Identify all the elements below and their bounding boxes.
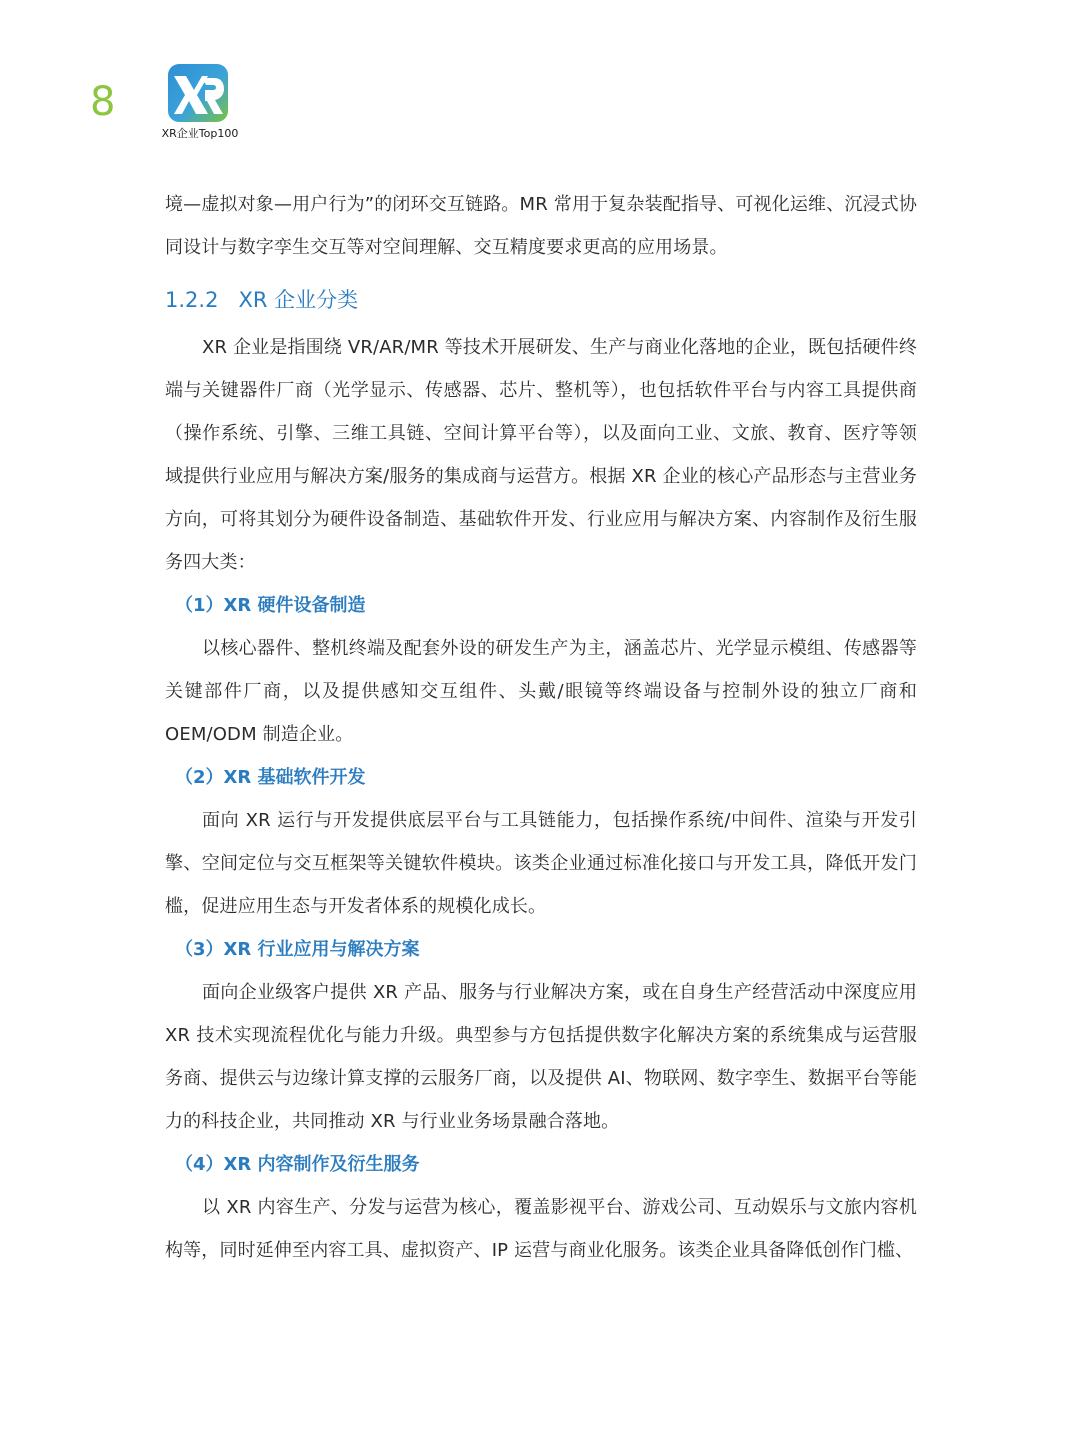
subsection-heading-solutions: （3）XR 行业应用与解决方案 <box>175 939 420 960</box>
subsection-body-solutions: 面向企业级客户提供 XR 产品、服务与行业解决方案，或在自身生产经营活动中深度应用 XR 技术实现流程优化与能力升级。典型参与方包括提供数字化解决方案的系统集成与运营服务商、提供云与边缘计算支撑的云服务厂商，以及提供 AI、物联网、数字孪生、数据平台等能力的科技企业，共同推动 XR 与行业业务场景融合落地。 <box>165 982 917 1132</box>
logo-text: XR企业Top100 <box>161 127 239 140</box>
page-number: 8 <box>90 79 116 125</box>
subsection-body-software: 面向 XR 运行与开发提供底层平台与工具链能力，包括操作系统/中间件、渲染与开发引擎、空间定位与交互框架等关键软件模块。该类企业通过标准化接口与开发工具，降低开发门槛，促进应用生态与开发者体系的规模化成长。 <box>165 810 917 917</box>
document-body <box>165 183 917 1272</box>
section-number: 1.2.2 <box>165 288 219 312</box>
xr-logo-icon <box>168 64 228 122</box>
subsection-body-hardware: 以核心器件、整机终端及配套外设的研发生产为主，涵盖芯片、光学显示模组、传感器等关键部件厂商，以及提供感知交互组件、头戴/眼镜等终端设备与控制外设的独立厂商和 OEM/ODM 制造企业。 <box>165 638 917 745</box>
classification-paragraph: XR 企业是指围绕 VR/AR/MR 等技术开展研发、生产与商业化落地的企业，既包括硬件终端与关键器件厂商（光学显示、传感器、芯片、整机等），也包括软件平台与内容工具提供商（操作系统、引擎、三维工具链、空间计算平台等），以及面向工业、文旅、教育、医疗等领域提供行业应用与解决方案/服务的集成商与运营方。根据 XR 企业的核心产品形态与主营业务方向，可将其划分为硬件设备制造、基础软件开发、行业应用与解决方案、内容制作及衍生服务四大类： <box>165 337 917 573</box>
subsection-heading-hardware: （1）XR 硬件设备制造 <box>175 595 366 616</box>
subsection-heading-content: （4）XR 内容制作及衍生服务 <box>175 1154 420 1175</box>
intro-paragraph: 境—虚拟对象—用户行为”的闭环交互链路。MR 常用于复杂装配指导、可视化运维、沉浸式协同设计与数字孪生交互等对空间理解、交互精度要求更高的应用场景。 <box>165 194 917 258</box>
logo <box>155 62 245 142</box>
subsection-heading-software: （2）XR 基础软件开发 <box>175 767 366 788</box>
subsection-body-content: 以 XR 内容生产、分发与运营为核心，覆盖影视平台、游戏公司、互动娱乐与文旅内容机构等，同时延伸至内容工具、虚拟资产、IP 运营与商业化服务。该类企业具备降低创作门槛、 <box>165 1197 917 1261</box>
section-heading <box>165 280 917 320</box>
section-title: XR 企业分类 <box>238 288 359 312</box>
